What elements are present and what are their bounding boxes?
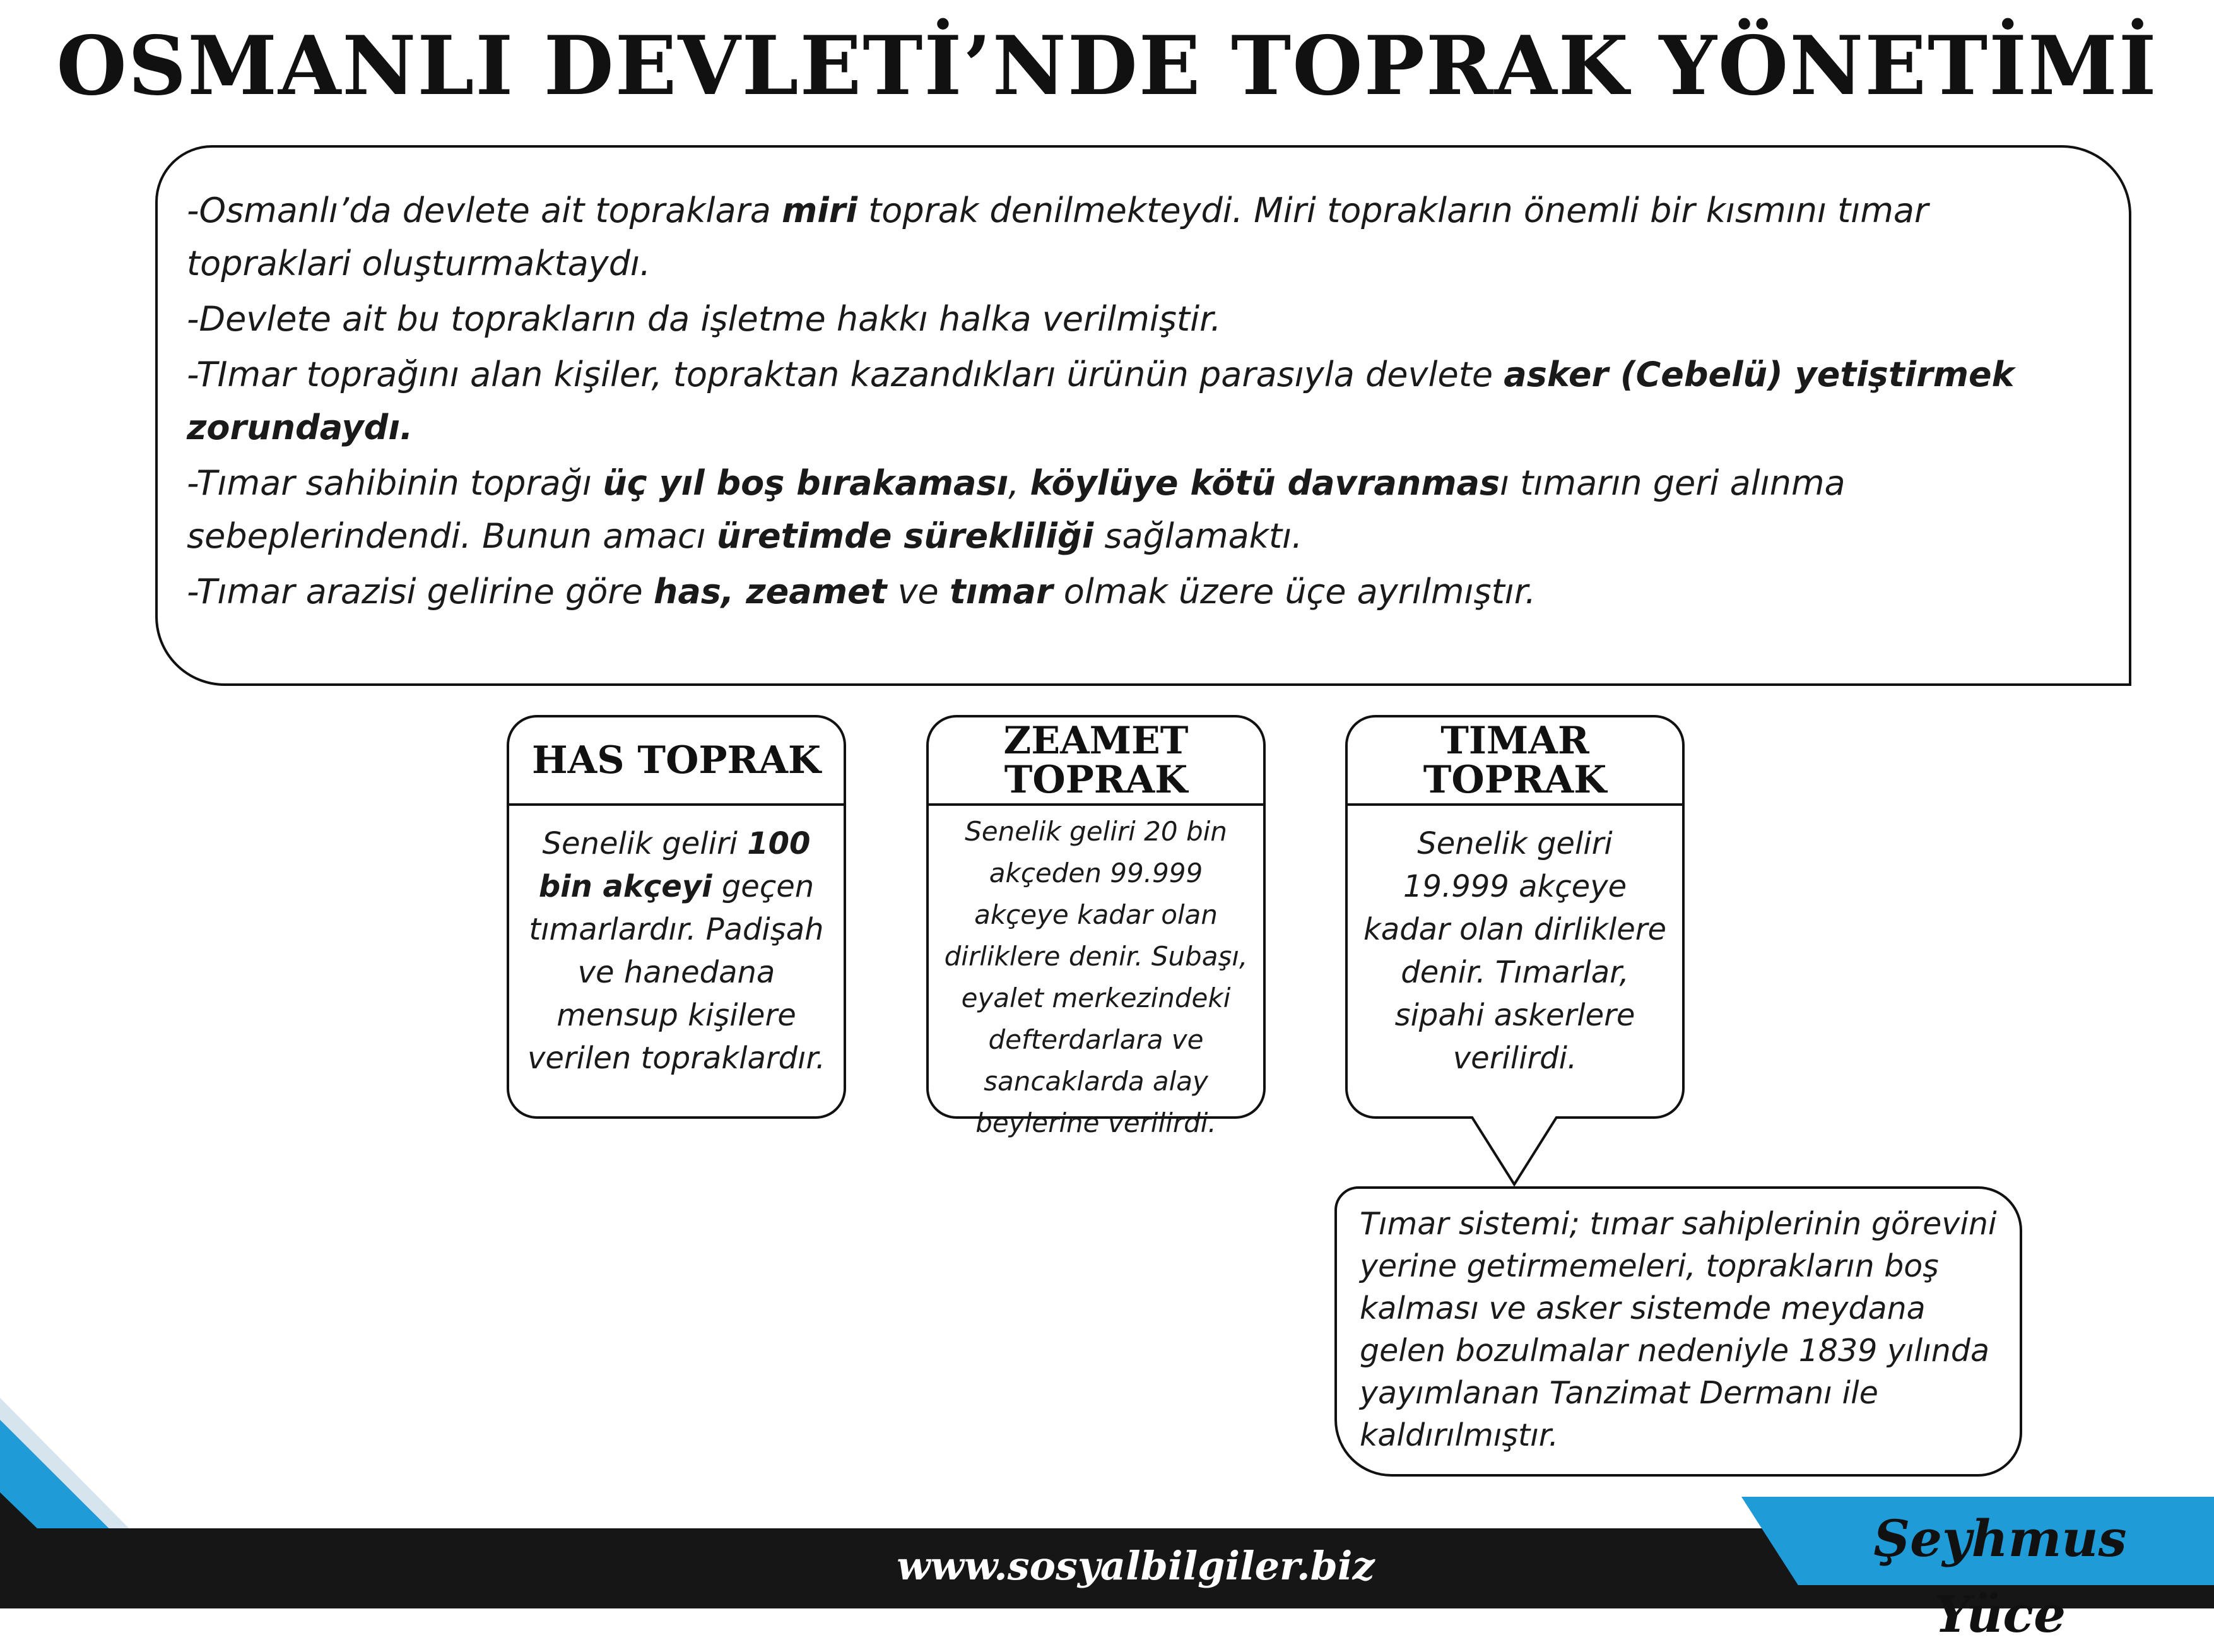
card-title: ZEAMET TOPRAK <box>929 717 1263 806</box>
info-paragraph <box>187 565 2091 618</box>
text-run: sağlamaktı. <box>1093 516 1303 556</box>
author-name: Şeyhmus Yüce <box>1873 1509 2127 1644</box>
has-toprak-card <box>507 715 846 1119</box>
text-run: , <box>1008 463 1030 503</box>
card-text <box>1348 806 1682 1080</box>
text-run: olmak üzere üçe ayrılmıştır. <box>1052 572 1536 611</box>
text-run: -Tımar arazisi gelirine göre <box>187 572 654 611</box>
text-run: geçen tımarlardır. Padişah ve hanedana mensup kişilere verilen topraklardır. <box>527 869 826 1076</box>
zeamet-toprak-card <box>926 715 1266 1138</box>
card-title: TIMAR TOPRAK <box>1348 717 1682 806</box>
note-box: Tımar sistemi; tımar sahiplerinin görevini yerine getirmemeleri, toprakların boş kalması ve asker sistemde meydana gelen bozulmalar nedeniyle 1839 yılında yayımlanan Tanzimat Dermanı ile kaldırılmıştır. <box>1334 1186 2022 1477</box>
bold-term: miri <box>782 191 857 230</box>
bold-term: 100 bin akçeyi <box>538 826 811 904</box>
text-run: Senelik geliri 19.999 akçeye kadar olan dirliklere denir. Tımarlar, sipahi askerlere verilirdi. <box>1363 826 1667 1076</box>
bold-term: has, zeamet <box>653 572 887 611</box>
text-run: -Osmanlı’da devlete ait topraklara <box>187 191 782 230</box>
text-run: -Devlete ait bu toprakların da işletme hakkı halka verilmiştir. <box>187 299 1222 339</box>
text-run: -Tımar sahibinin toprağı <box>187 463 603 503</box>
card-title: HAS TOPRAK <box>509 717 844 806</box>
bold-term: üç yıl boş bırakaması <box>603 463 1009 503</box>
timar-toprak-card <box>1345 715 1685 1119</box>
info-paragraph <box>187 184 2091 290</box>
footer-website[interactable]: www.sosyalbilgiler.biz <box>897 1543 1375 1589</box>
info-panel <box>155 145 2131 686</box>
text-run: ve <box>886 572 950 611</box>
info-paragraph <box>187 457 2091 563</box>
text-run: Senelik geliri 20 bin akçeden 99.999 akçeye kadar olan dirliklere denir. Subaşı, eyalet merkezindeki defterdarlara ve sancaklarda alay beylerine verilirdi. <box>944 816 1248 1138</box>
text-run: ı tımarın geri alınma sebeplerindendi. Bunun amacı <box>187 463 1846 556</box>
bold-term: tımar <box>949 572 1053 611</box>
bold-term: üretimde sürekliliği <box>716 516 1094 556</box>
text-run: Senelik geliri <box>542 826 748 861</box>
speech-tail-icon <box>1470 1116 1558 1188</box>
text-run: -TImar toprağını alan kişiler, topraktan kazandıkları ürünün parasıyla devlete <box>187 355 1504 394</box>
text-run: toprak denilmekteydi. Miri toprakların önemli bir kısmını tımar topraklari oluşturmaktaydı. <box>187 191 1929 283</box>
page-title: OSMANLI DEVLETİ’NDE TOPRAK YÖNETİMİ <box>56 19 2158 114</box>
info-paragraph <box>187 348 2091 454</box>
bold-term: köylüye kötü davranmas <box>1030 463 1500 503</box>
card-text <box>929 806 1263 1144</box>
card-text <box>509 806 844 1080</box>
bold-term: asker (Cebelü) yetiştirmek zorundaydı. <box>187 355 2015 447</box>
info-paragraph <box>187 293 2091 346</box>
